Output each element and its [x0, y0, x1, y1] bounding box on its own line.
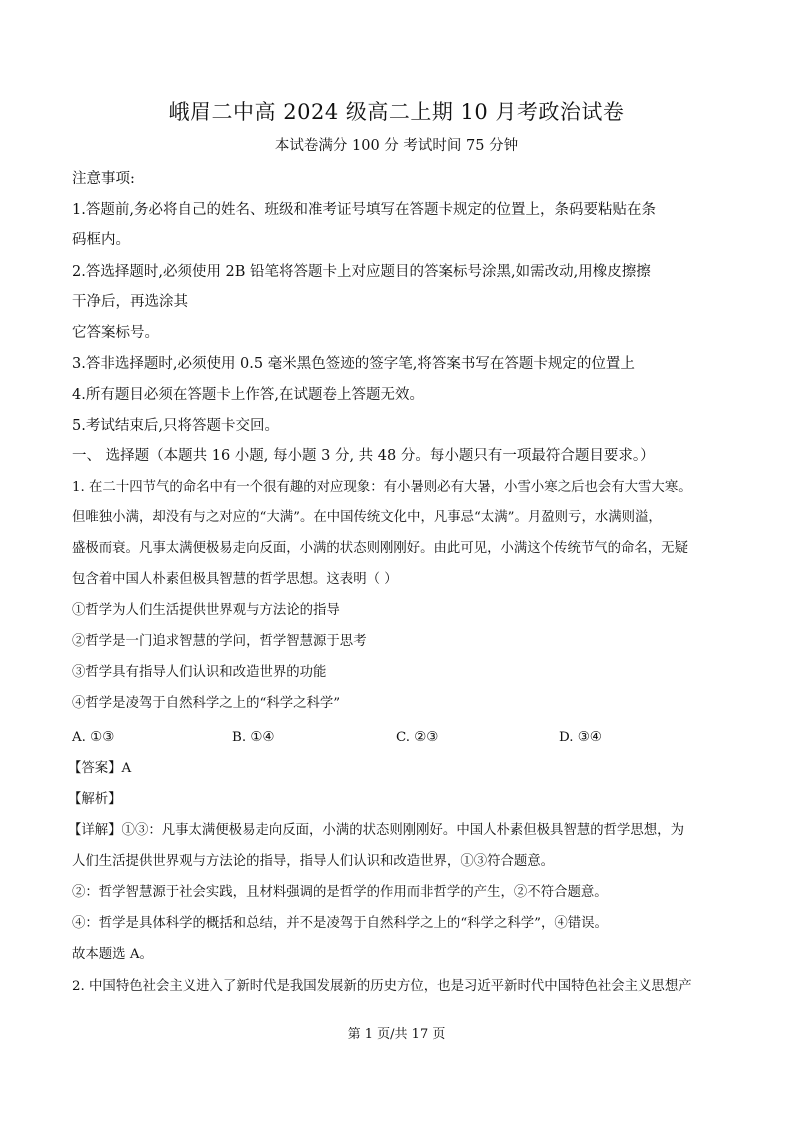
- question-stem-line: 但唯独小满，却没有与之对应的“大满”。在中国传统文化中，凡事忌“太满”。月盈则亏，水满则溢，: [72, 510, 662, 525]
- option-d: D. ③④: [559, 730, 602, 745]
- notice-line: 2.答选择题时,必须使用 2B 铅笔将答题卡上对应题目的答案标号涂黑,如需改动,用橡皮擦擦: [72, 264, 651, 280]
- option-a: A. ①③: [72, 730, 115, 745]
- option-c: C. ②③: [396, 730, 439, 745]
- option-b: B. ①④: [232, 730, 275, 745]
- question-stem-line: 1. 在二十四节气的命名中有一个很有趣的对应现象：有小暑则必有大暑，小雪小寒之后也会有大雪大寒。: [72, 480, 692, 495]
- notice-line: 干净后，再选涂其: [72, 294, 188, 310]
- explanation-line: 【详解】①③：凡事太满便极易走向反面，小满的状态则刚刚好。中国人朴素但极具智慧的哲学思想，为: [68, 823, 684, 838]
- question-stem-line: 2. 中国特色社会主义进入了新时代是我国发展新的历史方位，也是习近平新时代中国特色社会主义思想产: [72, 979, 692, 994]
- exam-subtitle: 本试卷满分 100 分 考试时间 75 分钟: [274, 138, 519, 154]
- page-footer: 第 1 页/共 17 页: [347, 1027, 446, 1042]
- notice-line: 1.答题前,务必将自己的姓名、班级和准考证号填写在答题卡规定的位置上，条码要粘贴在条: [72, 202, 656, 218]
- section-heading: 一、 选择题（本题共 16 小题, 每小题 3 分, 共 48 分。每小题只有一项最符合题目要求。）: [72, 448, 655, 464]
- statement-item: ④哲学是凌驾于自然科学之上的“科学之科学”: [72, 696, 341, 711]
- explanation-line: 人们生活提供世界观与方法论的指导，指导人们认识和改造世界，①③符合题意。: [72, 854, 555, 869]
- question-stem-line: 盛极而衰。凡事太满便极易走向反面，小满的状态则刚刚好。由此可见，小满这个传统节气的命名，无疑: [72, 541, 688, 556]
- explanation-line: 故本题选 A。: [72, 947, 153, 962]
- notice-line: 它答案标号。: [72, 325, 159, 341]
- explanation-line: ④：哲学是具体科学的概括和总结，并不是凌驾于自然科学之上的“科学之科学”，④错误。: [72, 916, 608, 931]
- statement-item: ③哲学具有指导人们认识和改造世界的功能: [72, 665, 327, 680]
- question-stem-line: 包含着中国人朴素但极具智慧的哲学思想。这表明（ ）: [72, 572, 398, 587]
- answer-label: 【答案】A: [68, 761, 132, 776]
- explanation-line: ②：哲学智慧源于社会实践，且材料强调的是哲学的作用而非哲学的产生，②不符合题意。: [72, 885, 608, 900]
- notice-line: 5.考试结束后,只将答题卡交回。: [72, 418, 279, 434]
- notice-line: 4.所有题目必须在答题卡上作答,在试题卷上答题无效。: [72, 387, 424, 403]
- statement-item: ②哲学是一门追求智慧的学问，哲学智慧源于思考: [72, 634, 367, 649]
- exam-title: 峨眉二中高 2024 级高二上期 10 月考政治试卷: [168, 100, 625, 124]
- notice-heading: 注意事项:: [72, 171, 135, 187]
- notice-line: 3.答非选择题时,必须使用 0.5 毫米黑色签迹的签字笔,将答案书写在答题卡规定的位置上: [72, 356, 635, 372]
- statement-item: ①哲学为人们生活提供世界观与方法论的指导: [72, 603, 340, 618]
- analysis-label: 【解析】: [68, 792, 122, 807]
- notice-line: 码框内。: [72, 232, 130, 248]
